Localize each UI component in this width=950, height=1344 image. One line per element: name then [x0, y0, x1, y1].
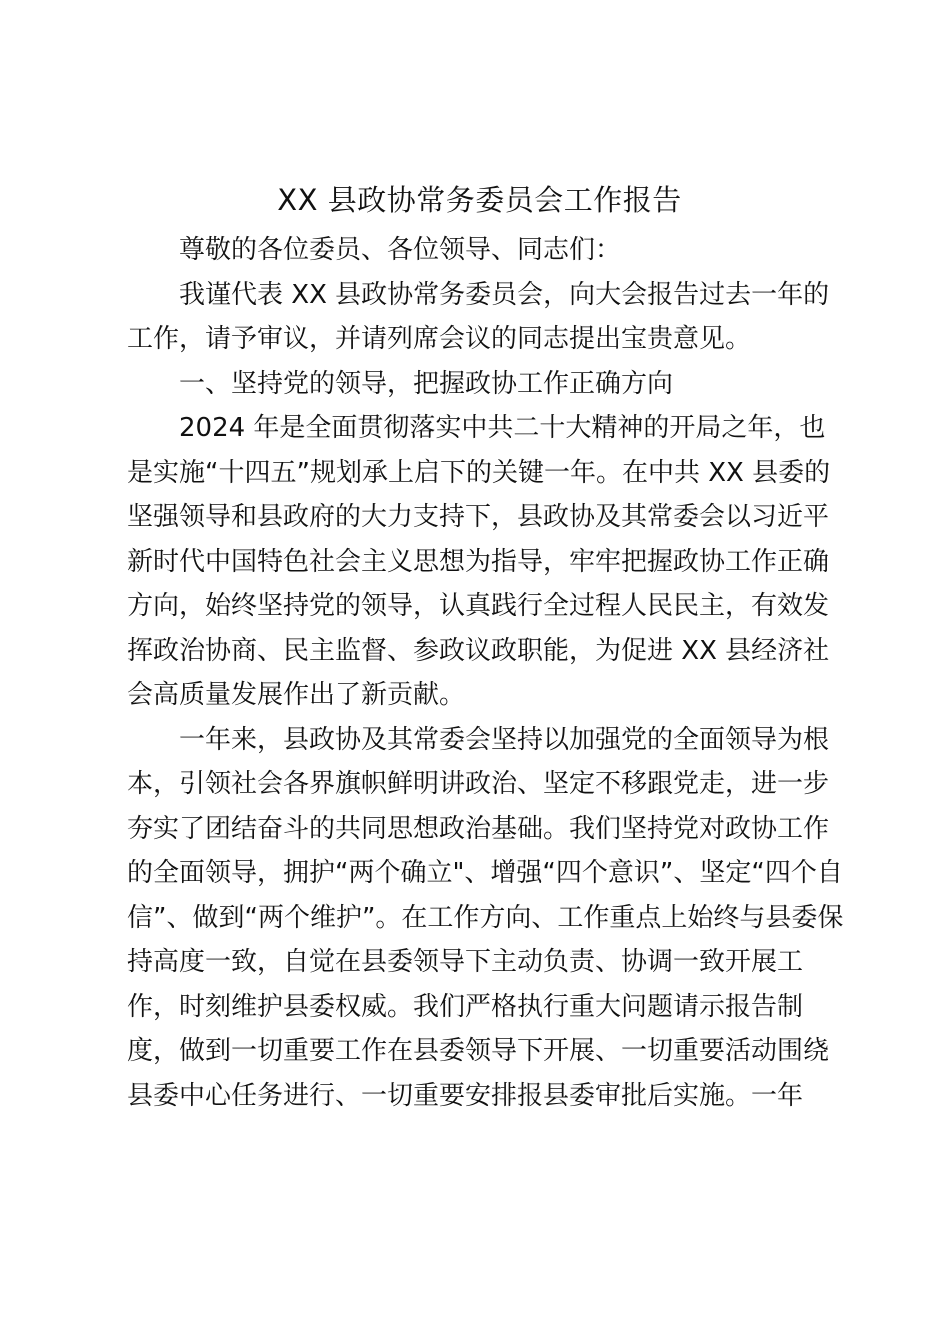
text-line: 我谨代表 XX 县政协常务委员会，向大会报告过去一年的	[179, 279, 830, 310]
document-body	[127, 228, 844, 1118]
text-line: 度，做到一切重要工作在县委领导下开展、一切重要活动围绕	[127, 1036, 830, 1066]
text-line: 新时代中国特色社会主义思想为指导，牢牢把握政协工作正确	[127, 546, 830, 577]
text-line: 是实施“十四五”规划承上启下的关键一年。在中共 XX 县委的	[127, 457, 831, 488]
document-title: XX 县政协常务委员会工作报告	[277, 183, 682, 217]
text-line: 信”、做到“两个维护”。在工作方向、工作重点上始终与县委保	[127, 902, 844, 933]
text-line: 尊敬的各位委员、各位领导、同志们：	[179, 235, 622, 265]
text-line: 的全面领导，拥护“两个确立"、增强“四个意识”、坚定“四个自	[127, 858, 843, 888]
text-line: 夯实了团结奋斗的共同思想政治基础。我们坚持党对政协工作	[127, 813, 830, 844]
text-line: 坚强领导和县政府的大力支持下，县政协及其常委会以习近平	[127, 502, 830, 532]
text-line: 工作，请予审议，并请列席会议的同志提出宝贵意见。	[127, 324, 752, 354]
text-line: 一、坚持党的领导，把握政协工作正确方向	[179, 368, 674, 399]
document-page	[127, 172, 844, 1118]
text-line: 方向，始终坚持党的领导，认真践行全过程人民民主，有效发	[127, 591, 830, 621]
text-line: 县委中心任务进行、一切重要安排报县委审批后实施。一年	[127, 1080, 804, 1111]
text-line: 一年来，县政协及其常委会坚持以加强党的全面领导为根	[179, 724, 830, 755]
text-line: 挥政治协商、民主监督、参政议政职能，为促进 XX 县经济社	[127, 635, 830, 666]
text-line: 会高质量发展作出了新贡献。	[127, 680, 466, 710]
text-line: 持高度一致，自觉在县委领导下主动负责、协调一致开展工	[127, 947, 804, 977]
text-line: 作，时刻维护县委权威。我们严格执行重大问题请示报告制	[127, 991, 804, 1022]
text-line: 本，引领社会各界旗帜鲜明讲政治、坚定不移跟党走，进一步	[127, 769, 830, 799]
text-line: 2024 年是全面贯彻落实中共二十大精神的开局之年，也	[179, 413, 826, 443]
